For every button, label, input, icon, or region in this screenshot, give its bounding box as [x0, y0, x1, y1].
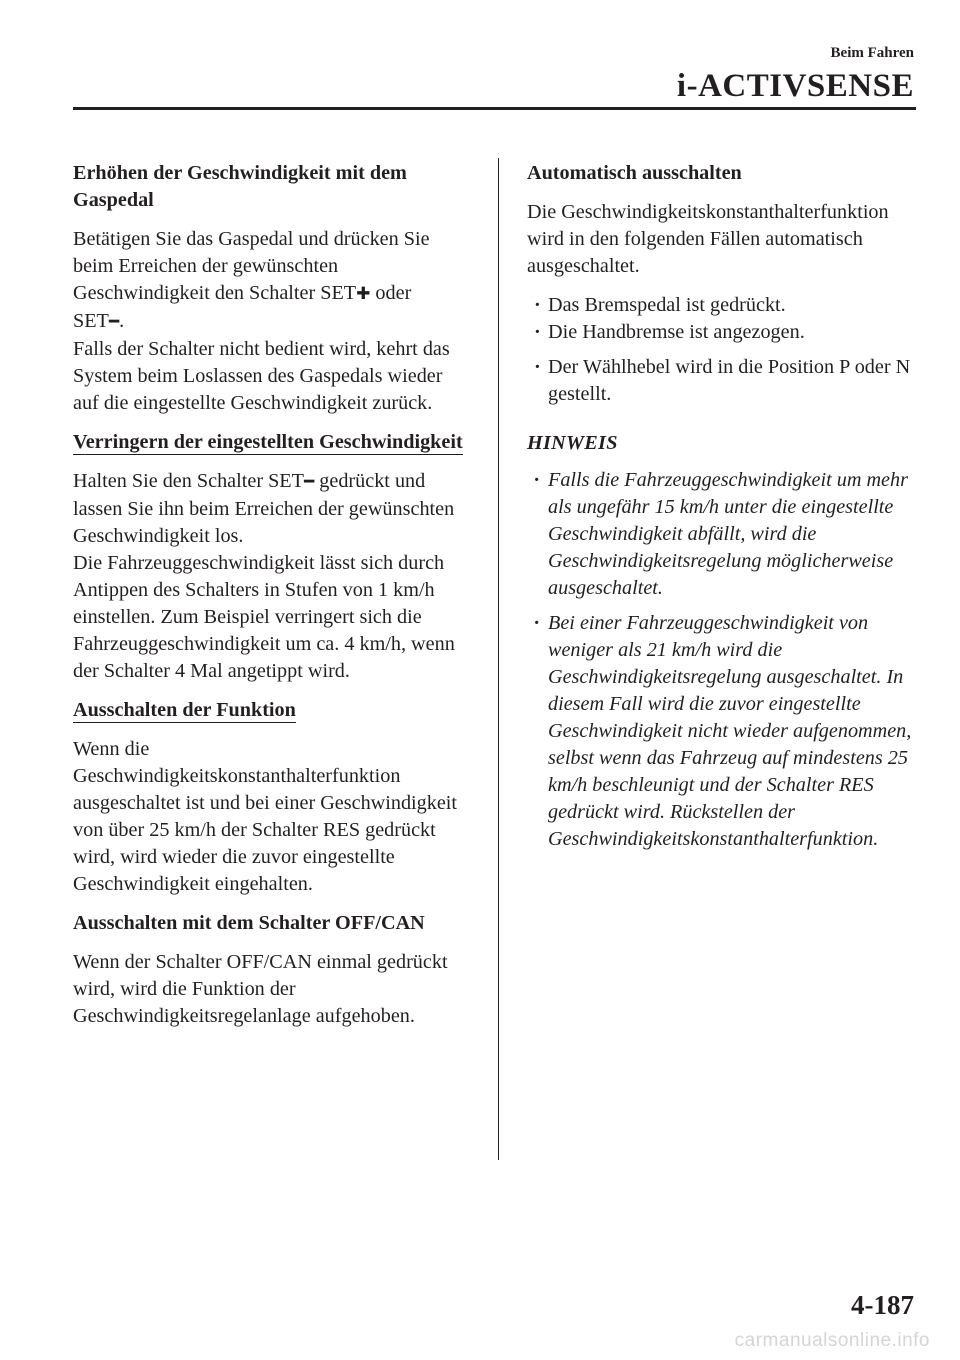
left-column	[73, 160, 465, 1042]
minus-icon: ━	[108, 312, 120, 332]
paragraph-automatic-off: Die Geschwindigkeitskonstanthalterfunktion wird in den folgenden Fällen automatisch ausgeschaltet.	[527, 201, 889, 277]
page-header	[677, 42, 914, 106]
heading-wrapper	[73, 697, 465, 724]
text-fragment: oder SET	[73, 282, 412, 332]
paragraph-switch-off-function: Wenn die Geschwindigkeitskonstanthalterfunktion ausgeschaltet ist und bei einer Geschwindigkeit von über 25 km/h der Schalter RES gedrückt wird, wird wieder die zuvor eingestellte Geschwindigkeit eingehalten.	[73, 738, 458, 895]
list-item: · Der Wählhebel wird in die Position P oder N gestellt.	[527, 354, 919, 408]
heading-switch-off-function: Ausschalten der Funktion	[73, 699, 296, 721]
text-fragment: .	[119, 310, 125, 332]
heading-switch-off-offcan: Ausschalten mit dem Schalter OFF/CAN	[73, 912, 425, 934]
header-rule	[73, 107, 916, 110]
paragraph-decrease-speed	[73, 468, 465, 685]
paragraph-switch-off-offcan: Wenn der Schalter OFF/CAN einmal gedrückt wird, wird die Funktion der Geschwindigkeitsregelanlage aufgehoben.	[73, 951, 448, 1027]
heading-decrease-speed: Verringern der eingestellten Geschwindigkeit	[73, 431, 463, 453]
note-list	[527, 467, 919, 853]
section-title: i-ACTIVSENSE	[676, 68, 914, 104]
note-title: HINWEIS	[527, 432, 618, 454]
automatic-off-list	[527, 292, 919, 408]
text-fragment: Die Fahrzeuggeschwindigkeit lässt sich durch Antippen des Schalters in Stufen von 1 km/h einstellen. Zum Beispiel verringert sich die Fahrzeuggeschwindigkeit um ca. 4 km/h, wenn der Schalter 4 Mal angetippt wird.	[73, 552, 455, 682]
list-item: · Die Handbremse ist angezogen.	[527, 319, 919, 346]
heading-automatic-off: Automatisch ausschalten	[527, 162, 742, 184]
heading-increase-speed: Erhöhen der Geschwindigkeit mit dem Gaspedal	[73, 162, 407, 211]
minus-icon: ━	[303, 472, 315, 492]
plus-icon: ✚	[356, 284, 371, 304]
list-item: · Das Bremspedal ist gedrückt.	[527, 292, 919, 319]
text-fragment: Halten Sie den Schalter SET	[73, 470, 304, 492]
list-item: · Falls die Fahrzeuggeschwindigkeit um mehr als ungefähr 15 km/h unter die eingestellte Geschwindigkeit abfällt, wird die Geschwindigkeitsregelung möglicherweise ausgeschaltet.	[527, 467, 919, 602]
chapter-label: Beim Fahren	[830, 45, 914, 61]
paragraph-increase-speed	[73, 226, 465, 417]
text-fragment: Betätigen Sie das Gaspedal und drücken Sie beim Erreichen der gewünschten Geschwindigkeit den Schalter SET	[73, 228, 430, 304]
column-divider	[498, 158, 499, 1160]
text-fragment: Falls der Schalter nicht bedient wird, kehrt das System beim Loslassen des Gaspedals wieder auf die eingestellte Geschwindigkeit zurück.	[73, 338, 450, 414]
heading-wrapper	[73, 429, 465, 456]
right-column	[527, 160, 919, 863]
text-fragment: gedrückt und lassen Sie ihn beim Erreichen der gewünschten Geschwindigkeit los.	[73, 470, 455, 547]
watermark: carmanualsonline.info	[734, 1330, 930, 1351]
page-number: 4-187	[851, 1290, 914, 1320]
list-item: · Bei einer Fahrzeuggeschwindigkeit von weniger als 21 km/h wird die Geschwindigkeitsregelung ausgeschaltet. In diesem Fall wird die zuvor eingestellte Geschwindigkeit nicht wieder aufgenommen, selbst wenn das Fahrzeug auf mindestens 25 km/h beschleunigt und der Schalter RES gedrückt wird. Rückstellen der Geschwindigkeitskonstanthalterfunktion.	[527, 610, 919, 853]
